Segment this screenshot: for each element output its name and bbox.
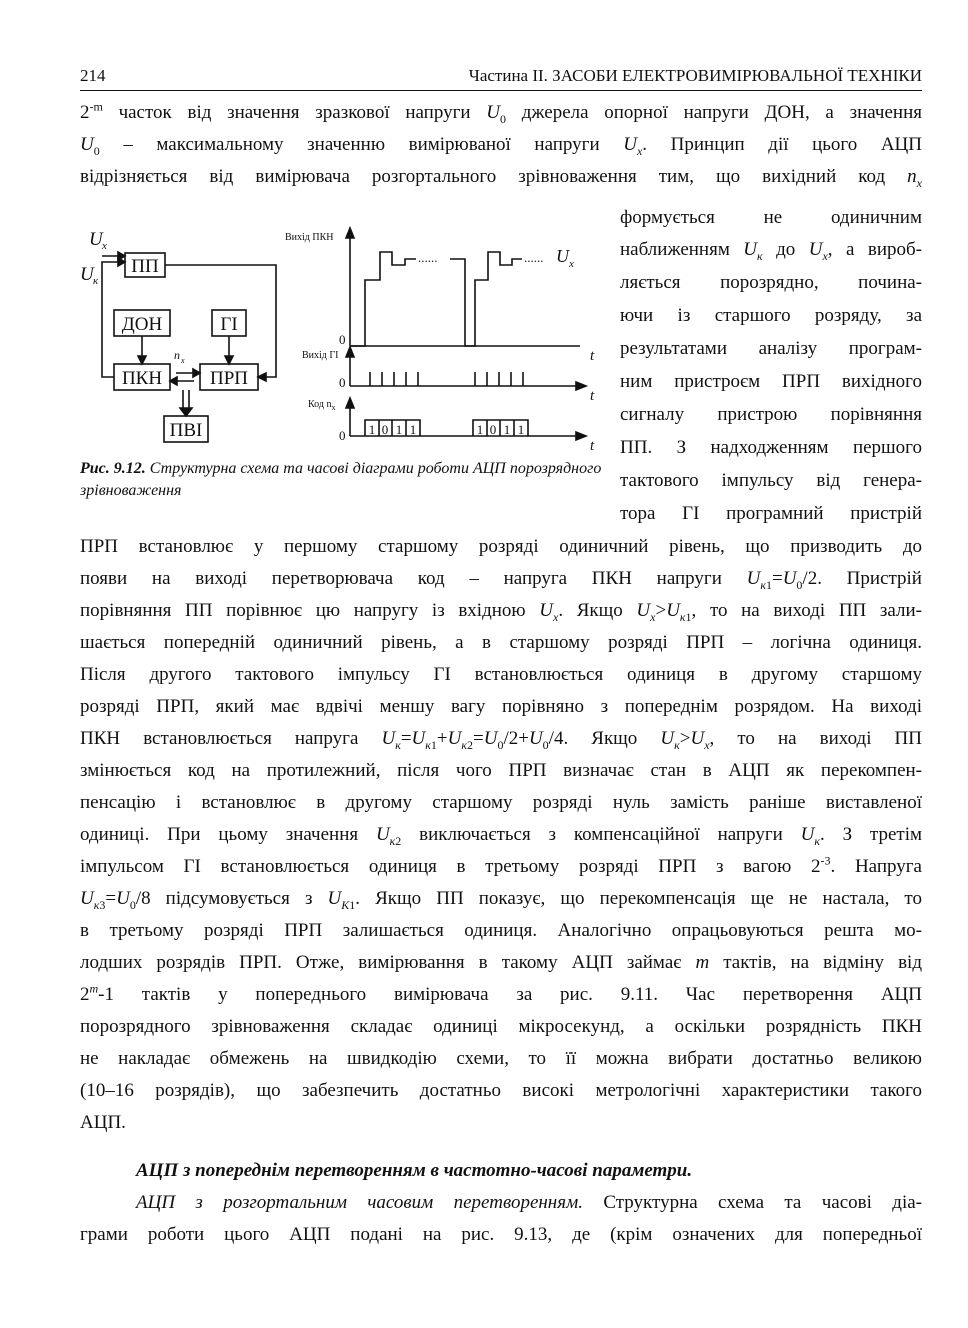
text-line: ним пристроєм ПРП вихідного <box>620 371 922 392</box>
code-digit: 1 <box>395 422 403 437</box>
text-line: тора ГІ програмний пристрій <box>620 503 922 524</box>
don-label: ДОН <box>121 314 163 335</box>
gi-label: ГІ <box>220 314 238 335</box>
text-line: сигналу пристрою порівняння <box>620 404 922 425</box>
code-digit: 1 <box>368 422 376 437</box>
text-line: ПКН встановлюється напруга $U_к=U_{к1}+U_{к2}=U_0/2+U_0/4$. Якщо $U_к>U_x$, то на виході ПП <box>80 728 922 752</box>
clock-pulses <box>370 372 523 386</box>
svg-text:x: x <box>569 258 574 270</box>
text-line: розряді ПРП, який має вдвічі меншу вагу порівняно з попереднім розрядом. На виході <box>80 696 922 717</box>
input-ux-label: U <box>89 229 103 250</box>
pkn-label: ПКН <box>121 368 163 389</box>
text-line: змінюється код на протилежний, після чого ПРП визначає стан в АЦП як перекомпен- <box>80 760 922 781</box>
text-line: шається попередній одиничний рівень, а в старшому розряді ПРП – логічна одиниця. <box>80 632 922 653</box>
input-uk-label: U <box>80 264 94 285</box>
code-digit: 0 <box>381 422 389 437</box>
text-line: АЦП. <box>80 1112 126 1133</box>
zero-label: 0 <box>339 332 346 347</box>
prp-label: ПРП <box>209 368 249 389</box>
dots-label: ...... <box>418 250 438 265</box>
text-line: порозрядного зрівноваження складає одиниці мікросекунд, а оскільки розрядність ПКН <box>80 1016 922 1037</box>
text-line: $U_0$ – максимальному значенню вимірюваної напруги $U_x$. Принцип дії цього АЦП <box>80 134 922 158</box>
dots-label: ...... <box>524 250 544 265</box>
zero-label: 0 <box>339 375 346 390</box>
text-line: наближенням $U_к$ до $U_x$, а вироб- <box>620 239 922 263</box>
pkn-output-label: Вихід ПКН <box>285 232 334 243</box>
text-line: тактового імпульсу від генера- <box>620 470 922 491</box>
text-line: ПП. З надходженням першого <box>620 437 922 458</box>
code-digit: 1 <box>409 422 417 437</box>
code-sequence-2 <box>473 420 528 437</box>
caption-label: Рис. 9.12. <box>80 460 146 477</box>
text-line: одиниці. При цьому значення $U_{к2}$ виключається з компенсаційної напруги $U_к$. З третім <box>80 824 922 848</box>
text-line: лодших розрядів ПРП. Отже, вимірювання в такому АЦП займає m тактів, на відміну від <box>80 952 922 973</box>
figure-caption <box>80 458 605 502</box>
header-title: Частина II. ЗАСОБИ ЕЛЕКТРОВИМІРЮВАЛЬНОЇ ТЕХНІКИ <box>468 66 922 85</box>
text-line: 2$^m$-1 тактів у попереднього вимірювача за рис. 9.11. Час перетворення АЦП <box>80 981 922 1005</box>
text-line: формується не одиничним <box>620 207 922 228</box>
time-label: t <box>590 348 595 364</box>
svg-text:к: к <box>93 275 99 287</box>
time-label: t <box>590 438 595 453</box>
gi-output-label: Вихід ГІ <box>302 350 339 361</box>
running-header <box>80 64 922 91</box>
section-heading: АЦП з попереднім перетворенням в частотно-часові параметри. <box>136 1160 693 1181</box>
code-digit: 0 <box>489 422 497 437</box>
text-line: порівняння ПП порівнює цю напругу із вхідною $U_x$. Якщо $U_x>U_{к1}$, то на виході ПП зали- <box>80 600 922 624</box>
text-line: грами роботи цього АЦП подані на рис. 9.13, де (крім означених для попередньої <box>80 1224 922 1245</box>
code-nx-label: Код $n_x$ <box>308 399 336 412</box>
code-digit: 1 <box>476 422 484 437</box>
text-line: ПРП встановлює у першому старшому розряді одиничний рівень, що призводить до <box>80 536 922 557</box>
text-line: результатами аналізу програм- <box>620 338 922 359</box>
figure-9-12 <box>80 218 610 453</box>
pp-label: ПП <box>131 256 159 277</box>
text-line: $U_{к3}=U_0/8$ підсумовується з $U_{K1}$. Якщо ПП показує, що перекомпенсація ще не настала, то <box>80 888 922 912</box>
text-line: (10–16 розрядів), що забезпечить достатньо високі метрологічні характеристики такого <box>80 1080 922 1101</box>
block-diagram <box>80 229 276 442</box>
text-line: імпульсом ГІ встановлюється одиниця в третьому розряді ПРП з вагою $2^{-3}$. Напруга <box>80 853 922 877</box>
code-digit: 1 <box>503 422 511 437</box>
svg-text:x: x <box>181 356 185 365</box>
text-line: появи на виході перетворювача код – напруга ПКН напруги $U_{к1}=U_0/2$. Пристрій <box>80 568 922 592</box>
text-line: не накладає обмежень на швидкодію схеми, то її можна вибрати достатньо великою <box>80 1048 922 1069</box>
text-line: $2^{-m}$ часток від значення зразкової напруги $U_0$ джерела опорної напруги ДОН, а значення <box>80 99 922 126</box>
text-line: Після другого тактового імпульсу ГІ встановлюється одиниця в другому старшому <box>80 664 922 685</box>
svg-text:x: x <box>102 240 107 252</box>
time-label: t <box>590 388 595 404</box>
page-number: 214 <box>80 66 106 85</box>
text-line: відрізняється від вимірювача розгортального зрівноваження тим, що вихідний код $n_x$ <box>80 166 922 190</box>
code-sequence-1 <box>365 420 420 437</box>
nx-label: n <box>174 348 180 362</box>
text-line: пенсацію і встановлює в другому старшому розряді нуль замість раніше виставленої <box>80 792 922 813</box>
caption-text: Структурна схема та часові діаграми роботи АЦП порозрядного зрівноваження <box>80 460 602 499</box>
text-line: в третьому розряді ПРП залишається одиниця. Аналогічно опрацьовуються решта мо- <box>80 920 922 941</box>
timing-diagrams <box>285 228 595 453</box>
ux-level-label: U <box>556 246 569 266</box>
pvi-label: ПВІ <box>169 420 203 441</box>
text-line: АЦП з розгортальним часовим перетворенням. Структурна схема та часові діа- <box>136 1192 922 1213</box>
subsection-lead: АЦП з розгортальним часовим перетворенням. <box>136 1192 583 1213</box>
code-digit: 1 <box>517 422 525 437</box>
text-line: ючи із старшого розряду, за <box>620 305 922 326</box>
zero-label: 0 <box>339 428 346 443</box>
text-line: ляється порозрядно, почина- <box>620 272 922 293</box>
